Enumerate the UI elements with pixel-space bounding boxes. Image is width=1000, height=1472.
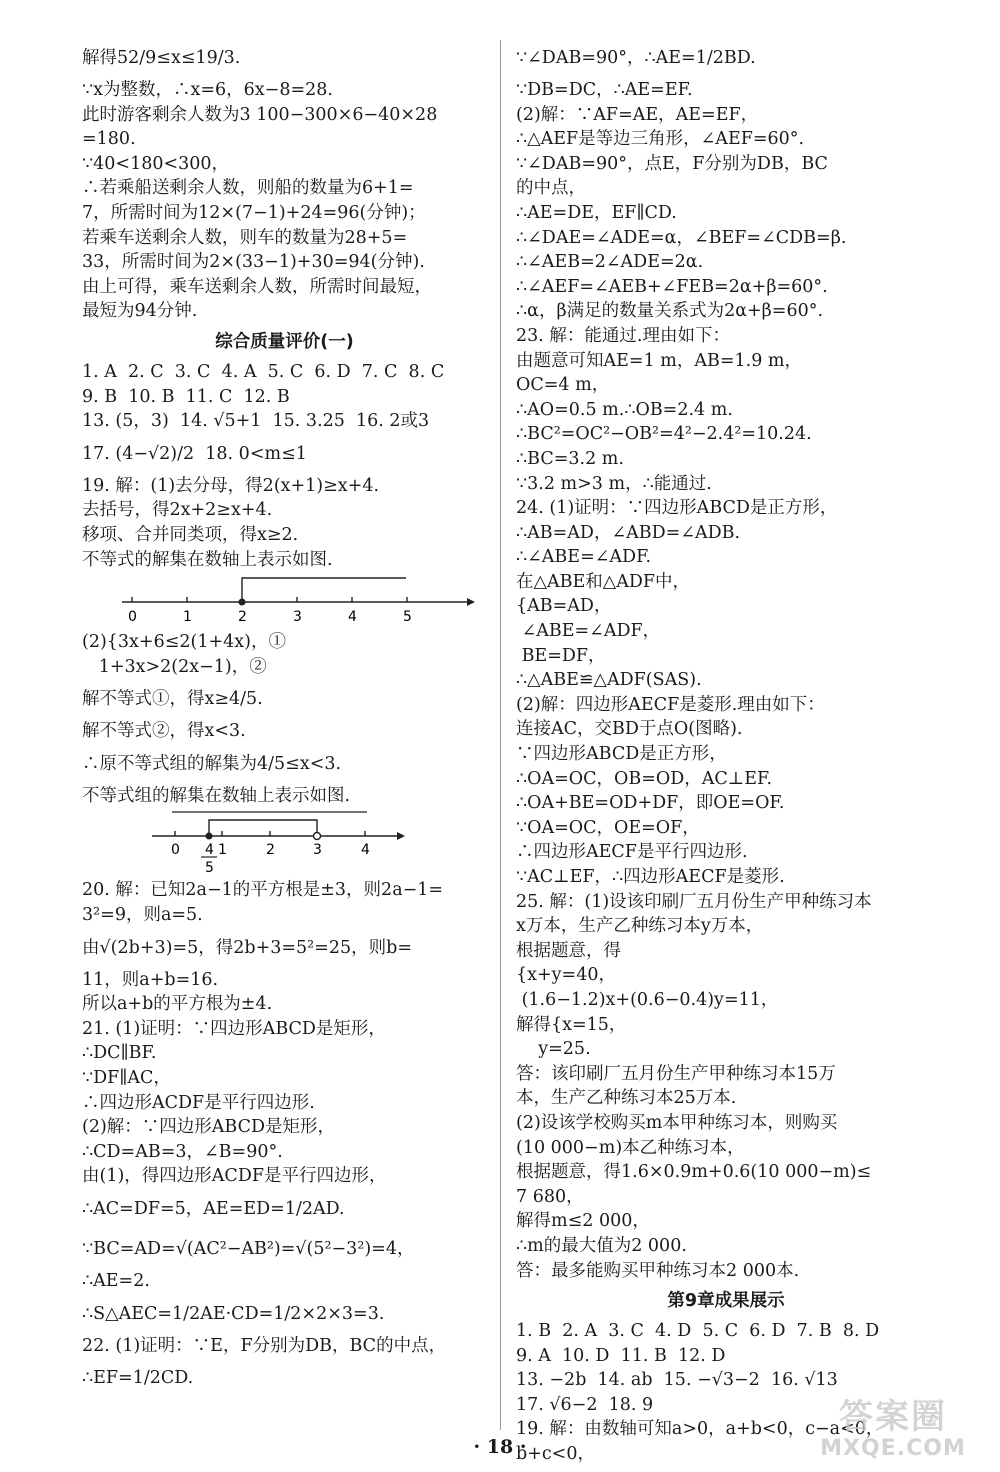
text-line: 由(1)，得四边形ACDF是平行四边形，	[82, 1166, 387, 1187]
watermark-line1: 答案圈	[839, 1397, 947, 1437]
text-line: 20. 解：已知2a−1的平方根是±3，则2a−1=	[82, 880, 444, 901]
text-line: ∴∠ABE=∠ADF.	[516, 547, 652, 568]
text-line: b+c<0，	[516, 1444, 595, 1465]
tick-label: 1	[218, 842, 227, 859]
text-line: ∴AO=0.5 m.∴OB=2.4 m.	[516, 399, 733, 420]
text-line: ∵DB=DC，∴AE=EF.	[516, 80, 693, 100]
text-line: 此时游客剩余人数为3 100−300×6−40×28	[82, 104, 438, 125]
text-line: 3²=9，则a=5.	[82, 905, 203, 926]
tick-label: 4	[205, 842, 214, 859]
text-line: ∴BC²=OC²−OB²=4²−2.4²=10.24.	[516, 424, 812, 445]
text-line: ∴α，β满足的数量关系式为2α+β=60°.	[516, 301, 824, 322]
text-line: {x+y=40，	[516, 965, 616, 986]
text-line: 22. (1)证明：∵E，F分别为DB，BC的中点，	[82, 1335, 447, 1356]
text-line: 解得m≤2 000，	[516, 1211, 650, 1232]
text-line: (2)解：∵四边形ABCD是矩形，	[82, 1117, 336, 1138]
text-line: ∵∠DAB=90°，∴AE=1/2BD.	[516, 48, 756, 68]
text-line: ∴∠DAE=∠ADE=α，∠BEF=∠CDB=β.	[516, 227, 847, 248]
text-line: ∴△ABE≌△ADF(SAS).	[516, 670, 702, 691]
text-line: 最短为94分钟.	[82, 301, 198, 322]
text-line: ∴原不等式组的解集为4/5≤x<3.	[82, 753, 342, 774]
tick-label: 2	[238, 609, 247, 626]
answer-row: 17. √6−2 18. 9	[516, 1394, 654, 1415]
text-line: (10 000−m)本乙种练习本，	[516, 1137, 745, 1158]
text-line: 25. 解：(1)设该印刷厂五月份生产甲种练习本	[516, 891, 872, 912]
text-line: ∵3.2 m>3 m，∴能通过.	[516, 473, 712, 494]
tick-label: 4	[348, 609, 357, 626]
text-line: 若乘车送剩余人数，则车的数量为28+5=	[82, 227, 408, 248]
text-line: ∴CD=AB=3，∠B=90°.	[82, 1141, 283, 1162]
page-number: · 18 ·	[473, 1436, 527, 1458]
text-line: 由题意可知AE=1 m，AB=1.9 m，	[516, 350, 803, 371]
text-line: 11，则a+b=16.	[82, 969, 219, 990]
text-line: 根据题意，得1.6×0.9m+0.6(10 000−m)≤	[516, 1162, 872, 1183]
text-line: =180.	[82, 129, 136, 150]
text-line: 解不等式①，得x≥4/5.	[82, 689, 263, 710]
answer-row: 13. −2b 14. ab 15. −√3−2 16. √13	[516, 1370, 838, 1391]
text-line: 不等式组的解集在数轴上表示如图.	[82, 785, 351, 806]
text-line: ∴S△AEC=1/2AE·CD=1/2×2×3=3.	[82, 1303, 385, 1324]
text-line: 的中点，	[516, 178, 586, 199]
answer-row: 1. B 2. A 3. C 4. D 5. C 6. D 7. B 8. D	[516, 1321, 880, 1342]
text-line: (2){3x+6≤2(1+4x)，①	[82, 632, 286, 653]
left-column	[82, 38, 487, 1398]
text-line: 解得52/9≤x≤19/3.	[82, 48, 241, 68]
text-line: 连接AC，交BD于点O(图略).	[516, 719, 743, 740]
tick-label: 5	[403, 609, 412, 626]
text-line: ∴AE=DE，EF∥CD.	[516, 202, 677, 223]
number-line-2	[82, 808, 487, 878]
text-line: 根据题意，得	[516, 940, 621, 961]
text-line: ∵x为整数，∴x=6，6x−8=28.	[82, 80, 333, 100]
text-line: 不等式的解集在数轴上表示如图.	[82, 549, 333, 570]
text-line: 7 680，	[516, 1186, 584, 1207]
text-line: ∠ABE=∠ADF，	[516, 621, 661, 642]
watermark-logo	[808, 1398, 978, 1468]
text-line: BE=DF，	[516, 645, 606, 666]
text-line: ∴OA=OC，OB=OD，AC⊥EF.	[516, 768, 773, 789]
answer-row: 13. (5，3) 14. √5+1 15. 3.25 16. 2或3	[82, 411, 430, 432]
text-line: ∵40<180<300，	[82, 153, 230, 174]
text-line: 解得{x=15，	[516, 1014, 627, 1035]
text-line: 在△ABE和△ADF中，	[516, 571, 690, 592]
text-line: ∵OA=OC，OE=OF，	[516, 817, 700, 838]
text-line: ∴AE=2.	[82, 1271, 150, 1291]
text-line: 1+3x>2(2x−1)，②	[82, 656, 267, 677]
column-divider	[500, 40, 501, 1430]
text-line: (2)解：∵AF=AE，AE=EF，	[516, 104, 759, 125]
text-line: 由√(2b+3)=5，得2b+3=5²=25，则b=	[82, 937, 412, 958]
text-line: (1.6−1.2)x+(0.6−0.4)y=11，	[516, 989, 779, 1010]
text-line: 7，所需时间为12×(7−1)+24=96(分钟)；	[82, 202, 426, 223]
tick-label: 4	[361, 842, 370, 859]
text-line: ∵四边形ABCD是正方形，	[516, 744, 727, 765]
text-line: 答：该印刷厂五月份生产甲种练习本15万	[516, 1063, 836, 1084]
tick-label: 0	[171, 842, 180, 859]
text-line: ∴OA+BE=OD+DF，即OE=OF.	[516, 793, 785, 814]
text-line: {AB=AD，	[516, 596, 612, 617]
watermark-line2: MXQE.COM	[820, 1436, 966, 1461]
number-line-1	[82, 572, 487, 630]
section-heading: 综合质量评价(一)	[215, 331, 354, 352]
text-line: 答：最多能购买甲种练习本2 000本.	[516, 1260, 800, 1281]
text-line: ∴四边形AECF是平行四边形.	[516, 842, 748, 863]
text-line: OC=4 m，	[516, 375, 610, 396]
answer-row: 9. A 10. D 11. B 12. D	[516, 1345, 726, 1366]
section-heading: 第9章成果展示	[667, 1291, 785, 1312]
text-line: ∴若乘船送剩余人数，则船的数量为6+1=	[82, 178, 414, 199]
tick-label: 2	[266, 842, 275, 859]
text-line: 所以a+b的平方根为±4.	[82, 994, 273, 1015]
text-line: (2)设该学校购买m本甲种练习本，则购买	[516, 1112, 838, 1133]
text-line: ∴BC=3.2 m.	[516, 448, 624, 469]
answer-row: 17. (4−√2)/2 18. 0<m≤1	[82, 443, 307, 464]
text-line: 33，所需时间为2×(33−1)+30=94(分钟).	[82, 252, 425, 273]
tick-label: 5	[205, 860, 214, 877]
text-line: ∴△AEF是等边三角形，∠AEF=60°.	[516, 129, 805, 150]
text-line: 19. 解：(1)去分母，得2(x+1)≥x+4.	[82, 475, 380, 496]
text-line: ∴AC=DF=5，AE=ED=1/2AD.	[82, 1199, 345, 1219]
text-line: 由上可得，乘车送剩余人数，所需时间最短，	[82, 276, 432, 297]
text-line: ∴EF=1/2CD.	[82, 1368, 194, 1389]
text-line: ∴m的最大值为2 000.	[516, 1235, 687, 1256]
text-line: 19. 解：由数轴可知a>0，a+b<0，c−a<0，	[516, 1419, 884, 1440]
answer-row: 9. B 10. B 11. C 12. B	[82, 386, 290, 407]
text-line: x万本，生产乙种练习本y万本，	[516, 916, 764, 937]
tick-label: 3	[293, 609, 302, 626]
text-line: 21. (1)证明：∵四边形ABCD是矩形，	[82, 1018, 386, 1039]
text-line: 解不等式②，得x<3.	[82, 721, 246, 742]
text-line: 移项、合并同类项，得x≥2.	[82, 524, 299, 545]
text-line: 本，生产乙种练习本25万本.	[516, 1088, 737, 1109]
text-line: y=25.	[516, 1039, 591, 1060]
text-line: (2)解：四边形AECF是菱形.理由如下：	[516, 694, 825, 715]
tick-label: 0	[128, 609, 137, 626]
text-line: ∵∠DAB=90°，点E，F分别为DB，BC	[516, 153, 828, 174]
tick-label: 3	[313, 842, 322, 859]
text-line: ∴四边形ACDF是平行四边形.	[82, 1092, 315, 1113]
text-line: ∵DF∥AC，	[82, 1068, 171, 1089]
text-line: ∵AC⊥EF，∴四边形AECF是菱形.	[516, 867, 785, 887]
text-line: ∴AB=AD，∠ABD=∠ADB.	[516, 522, 741, 543]
tick-label: 1	[183, 609, 192, 626]
text-line: ∴∠AEB=2∠ADE=2α.	[516, 252, 704, 273]
text-line: ∴∠AEF=∠AEB+∠FEB=2α+β=60°.	[516, 276, 828, 297]
answer-row: 1. A 2. C 3. C 4. A 5. C 6. D 7. C 8. C	[82, 361, 445, 382]
text-line: 24. (1)证明：∵四边形ABCD是正方形，	[516, 498, 838, 519]
text-line: ∵BC=AD=√(AC²−AB²)=√(5²−3²)=4，	[82, 1239, 415, 1259]
text-line: 23. 解：能通过.理由如下：	[516, 325, 730, 346]
right-column	[516, 38, 936, 1467]
text-line: 去括号，得2x+2≥x+4.	[82, 500, 273, 521]
text-line: ∴DC∥BF.	[82, 1043, 157, 1064]
